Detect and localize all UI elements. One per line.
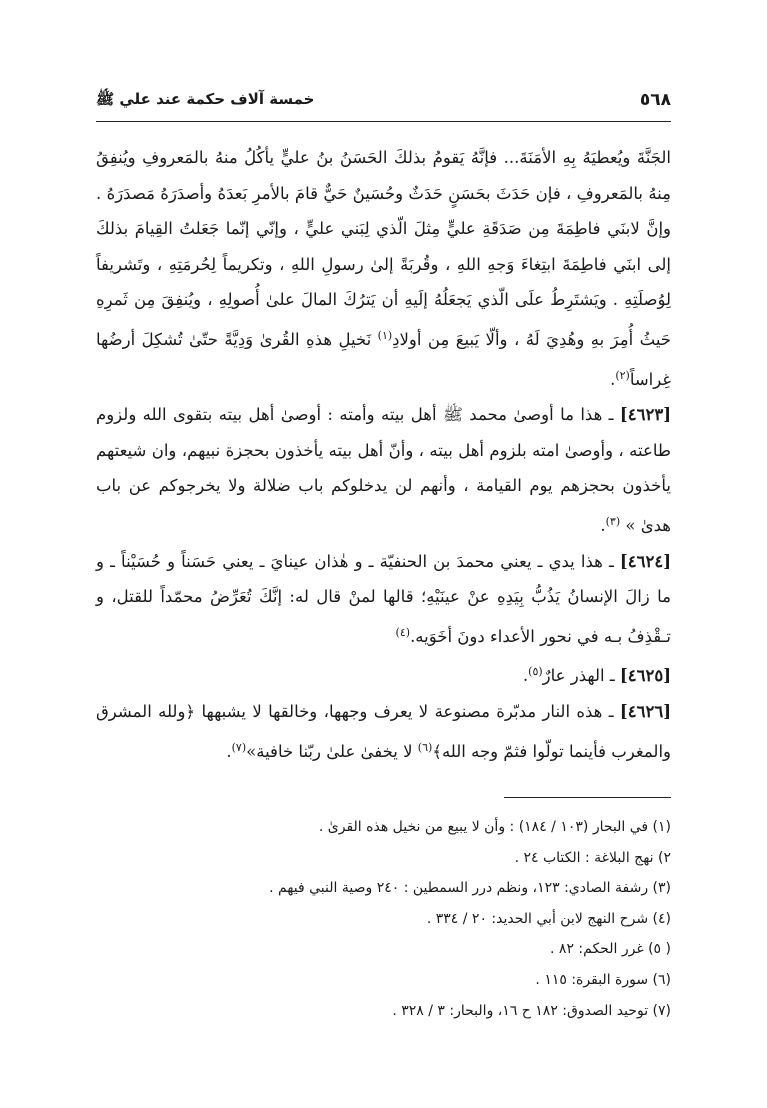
entry-4626 xyxy=(96,694,671,769)
entry-4624 xyxy=(96,544,671,655)
entry-end: . xyxy=(226,741,232,761)
paragraph-text: نَخيلِ هذهِ القُرىٰ وَدِيَّةً حتّىٰ تُشكِلَ أرضُها غِراساً xyxy=(96,329,671,389)
footnote-3: (٣) رشفة الصادي: ١٢٣، ونظم درر السمطين : ٢٤٠ وصية النبي فيهم . xyxy=(269,880,671,897)
footnote-2: ٢) نهج البلاغة : الكتاب ٢٤ . xyxy=(514,849,671,866)
entry-number: [٤٦٢٤] xyxy=(619,551,671,571)
main-text xyxy=(96,140,671,769)
footnote-1: (١) في البحار (١٠٣ / ١٨٤) : وأن لا يبيع من نخيل هذه القرىٰ . xyxy=(318,819,671,835)
footnote-ref: (٦) xyxy=(417,740,433,754)
entry-text: ـ هذا يدي ـ يعني محمدَ بن الحنفيّة ـ و هٰذان عينايَ ـ يعني حَسَناً و حُسَيْناً ـ و ما زالَ الإنسانُ يَذُبُّ بِيَدِهِ عنْ عينَيْهِ؛ قالها لمنْ قال له: إنَّكَ تُعَرِّضُ محمّداً للقتل، و تـقْذِفُ بـه في نحور الأعداء دونَ أخَوَيه. xyxy=(96,551,671,646)
footnote-ref: (٥) xyxy=(528,665,543,679)
header-rule xyxy=(96,121,671,122)
entry-text: ـ هذه النار مدبّرة مصنوعة لا يعرف وجهها، وخالقها لا يشبهها ﴿ولله المشرق والمغرب فأينما تولّوا فثمّ وجه الله﴾ xyxy=(96,701,671,761)
paragraph-continuation xyxy=(96,140,671,397)
running-title: خمسة آلاف حكمة عند علي ﷺ xyxy=(96,90,315,108)
paragraph-end: . xyxy=(610,369,616,389)
footnote-ref: (٢) xyxy=(615,368,630,382)
page-header xyxy=(96,88,671,116)
entry-number: [٤٦٢٦] xyxy=(619,701,671,721)
entry-number: [٤٦٢٣] xyxy=(619,405,671,425)
entry-4623 xyxy=(96,397,671,543)
footnote-separator xyxy=(504,797,671,798)
footnote-5: ( ٥) غرر الحكم: ٨٢ . xyxy=(550,941,671,958)
entry-text: ـ الهذر عارٌ xyxy=(542,666,620,686)
page-number: ٥٦٨ xyxy=(639,90,671,110)
footnote-7: (٧) توحيد الصدوق: ١٨٢ ح ١٦، والبحار: ٣ / ٣٢٨ . xyxy=(392,1002,671,1019)
entry-end: . xyxy=(600,515,606,535)
footnote-ref: (١) xyxy=(377,328,393,342)
entry-number: [٤٦٢٥] xyxy=(619,666,671,686)
footnote-ref: (٧) xyxy=(231,740,247,754)
paragraph-text: الجَنَّةَ ويُعطيَهُ بِهِ الأمَنَةَ... فإنَّهُ يَقومُ بذلكَ الحَسَنُ بنُ عليٍّ يأكُلُ منهُ بالمَعروفِ ويُنفِقُ مِنهُ بالمَعروفِ ، فإن حَدَثَ بحَسَنٍ حَدَثٌ وحُسَينٌ حَيٌّ قامَ بالأمرِ بَعدَهُ وأصدَرَهُ مَصدَرَهُ . وإنَّ لابنَي فاطِمَةَ مِن صَدَقَةِ عليٍّ مِثلَ الّذي لِبَني عليٍّ ، وإنّي إنّما جَعَلتُ القِيامَ بذلكَ إلى ابنَي فاطِمَةَ ابتِغاءَ وَجهِ اللهِ ، وقُربَةً إلىٰ رسولِ اللهِ ، وتكريماً لِحُرمَتِهِ ، وتَشريفاً لِوُصلَتِهِ . ويَشتَرِطُ علَى الّذي يَجعَلُهُ إلَيهِ أن يَترُكَ المالَ علىٰ أُصولِهِ ، ويُنفِقَ مِن ثَمرِهِ حَيثُ أُمِرَ بهِ وهُدِيَ لَهُ ، وألّا يَبيعَ مِن أولادِ xyxy=(96,148,672,349)
entry-4625 xyxy=(96,654,671,694)
footnotes xyxy=(96,812,671,1026)
entry-text: لا يخفىٰ علىٰ ربّنا خافية» xyxy=(246,741,418,761)
entry-end: . xyxy=(522,666,529,686)
footnote-6: (٦) سورة البقرة: ١١٥ . xyxy=(535,971,671,988)
entry-text: ـ هذا ما أوصىٰ محمد ﷺ أهل بيته وأمته : أوصىٰ أهل بيته بتقوى الله ولزوم طاعته ، وأوصىٰ امته بلزوم أهل بيته ، وأنّ أهل بيته يأخذون بحجزة نبيهم، وان شيعتهم يأخذون بحجزهم يوم القيامة ، وأنهم لن يدخلوكم باب ضلالة ولا يخرجوكم عن باب هدىٰ » xyxy=(96,405,671,535)
footnote-4: (٤) شرح النهج لابن أبي الحديد: ٢٠ / ٣٣٤ . xyxy=(426,910,671,927)
footnote-ref: (٤) xyxy=(395,625,411,639)
footnote-ref: (٣) xyxy=(605,514,621,528)
